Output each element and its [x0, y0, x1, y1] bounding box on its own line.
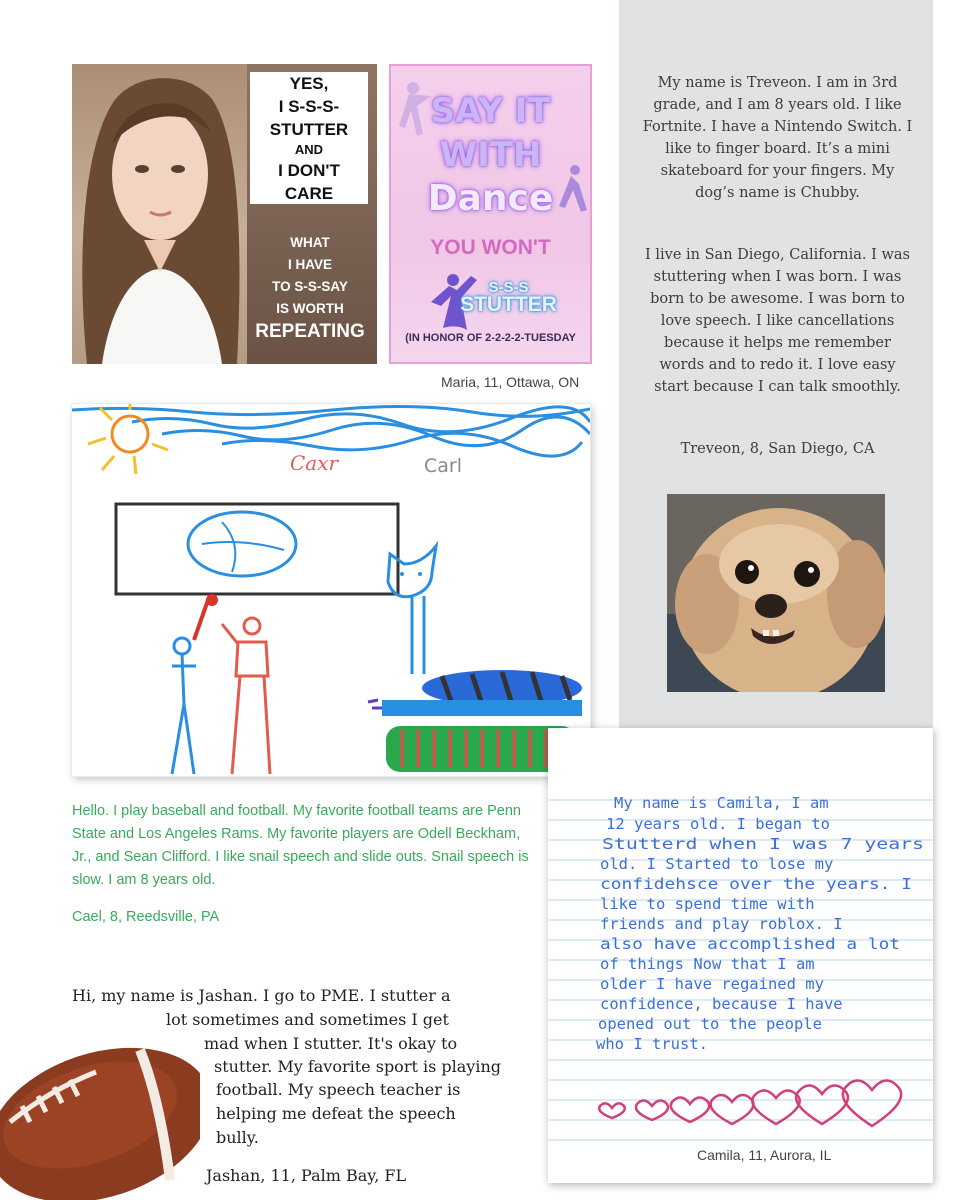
- treveon-paragraph-1: My name is Treveon. I am in 3rd grade, and I am 8 years old. I like Fortnite. I have a Nintendo Switch. I like to finger board. It’s a mini skateboard for your fingers. My dog’s name is Chubby.: [642, 75, 913, 201]
- handwriting-line: My name is Camila, I am: [614, 794, 829, 812]
- cael-paragraph: Hello. I play baseball and football. My favorite football teams are Penn State and Los Angeles Rams. My favorite players are Odell Beckham, Jr., and Sean Clifford. I like snail speech and slide outs. Snail speech is slow. I am 8 years old.: [72, 803, 529, 888]
- maria-photo-poster: [72, 64, 377, 364]
- handwriting-line: who I trust.: [596, 1035, 708, 1053]
- jashan-line: football. My speech teacher is: [216, 1080, 461, 1099]
- you-wont-text: YOU WON'T: [430, 236, 551, 259]
- poster-line: STUTTER: [269, 119, 349, 139]
- jashan-signature: Jashan, 11, Palm Bay, FL: [206, 1166, 407, 1185]
- drawing-name: Caxr: [290, 451, 339, 475]
- drawing-name: Carl: [424, 455, 462, 477]
- poster-line: I DON'T: [278, 160, 340, 180]
- say-it-text: SAY IT: [430, 91, 551, 131]
- handwriting-line: Stutterd when I was 7 years: [602, 835, 924, 853]
- jashan-line: helping me defeat the speech: [216, 1104, 456, 1123]
- jashan-line: stutter. My favorite sport is playing: [214, 1057, 501, 1076]
- poster-line: YES,: [289, 73, 329, 93]
- cael-signature: Cael, 8, Reedsville, PA: [72, 909, 220, 925]
- poster-line: WHAT: [290, 235, 330, 250]
- poster-line: IS WORTH: [276, 301, 344, 316]
- handwriting-line: friends and play roblox. I: [600, 915, 843, 933]
- handwriting-line: confidehsce over the years. I: [600, 875, 912, 893]
- poster-line: I S-S-S-: [278, 96, 340, 116]
- girl-portrait: [72, 64, 247, 364]
- dog-photo: [667, 494, 885, 692]
- poster-line: AND: [294, 141, 324, 157]
- yes-stutter-box: [250, 72, 368, 204]
- lined-paper: [548, 728, 933, 1183]
- football-icon: [0, 1030, 200, 1200]
- poster-line: TO S-S-SAY: [272, 279, 348, 294]
- handwriting-line: like to spend time with: [600, 895, 815, 913]
- child-drawing-art: [72, 404, 590, 776]
- handwriting-line: confidence, because I have: [600, 995, 843, 1013]
- handwriting-line: 12 years old. I began to: [606, 815, 830, 833]
- treveon-signature: Treveon, 8, San Diego, CA: [680, 441, 875, 457]
- jashan-line: mad when I stutter. It's okay to: [204, 1034, 458, 1053]
- maria-dance-poster: [389, 64, 592, 364]
- handwriting-line: also have accomplished a lot: [600, 935, 900, 953]
- jashan-line: lot sometimes and sometimes I get: [166, 1010, 449, 1029]
- jashan-line: Hi, my name is Jashan. I go to PME. I stutter a: [72, 986, 451, 1005]
- dance-text: Dance: [427, 178, 554, 219]
- dog-image: [667, 494, 885, 692]
- sss-text: S-S-S: [488, 279, 529, 296]
- with-text: WITH: [439, 135, 542, 175]
- handwriting-line: opened out to the people: [598, 1015, 822, 1033]
- maria-caption: Maria, 11, Ottawa, ON: [441, 374, 580, 390]
- poster-line: REPEATING: [255, 321, 365, 342]
- camila-caption: Camila, 11, Aurora, IL: [697, 1147, 832, 1163]
- honor-text: (IN HONOR OF 2-2-2-2-TUESDAY: [405, 332, 576, 344]
- poster-lower-text: [252, 232, 368, 344]
- treveon-paragraph-2: I live in San Diego, California. I was stuttering when I was born. I was born to be awesome. I was born to love speech. I like cancellations because it helps me remember words and to redo it. I love easy start because I can talk smoothly.: [645, 247, 910, 395]
- handwriting-line: old. I Started to lose my: [600, 855, 834, 873]
- cael-drawing: [72, 404, 590, 776]
- camila-note: [548, 728, 933, 1183]
- poster-line: I HAVE: [287, 257, 332, 272]
- handwriting-line: older I have regained my: [600, 975, 824, 993]
- jashan-line: bully.: [216, 1128, 259, 1147]
- stutter-text: STUTTER: [460, 293, 557, 316]
- poster-line: CARE: [284, 183, 334, 203]
- handwriting-line: of things Now that I am: [600, 955, 815, 973]
